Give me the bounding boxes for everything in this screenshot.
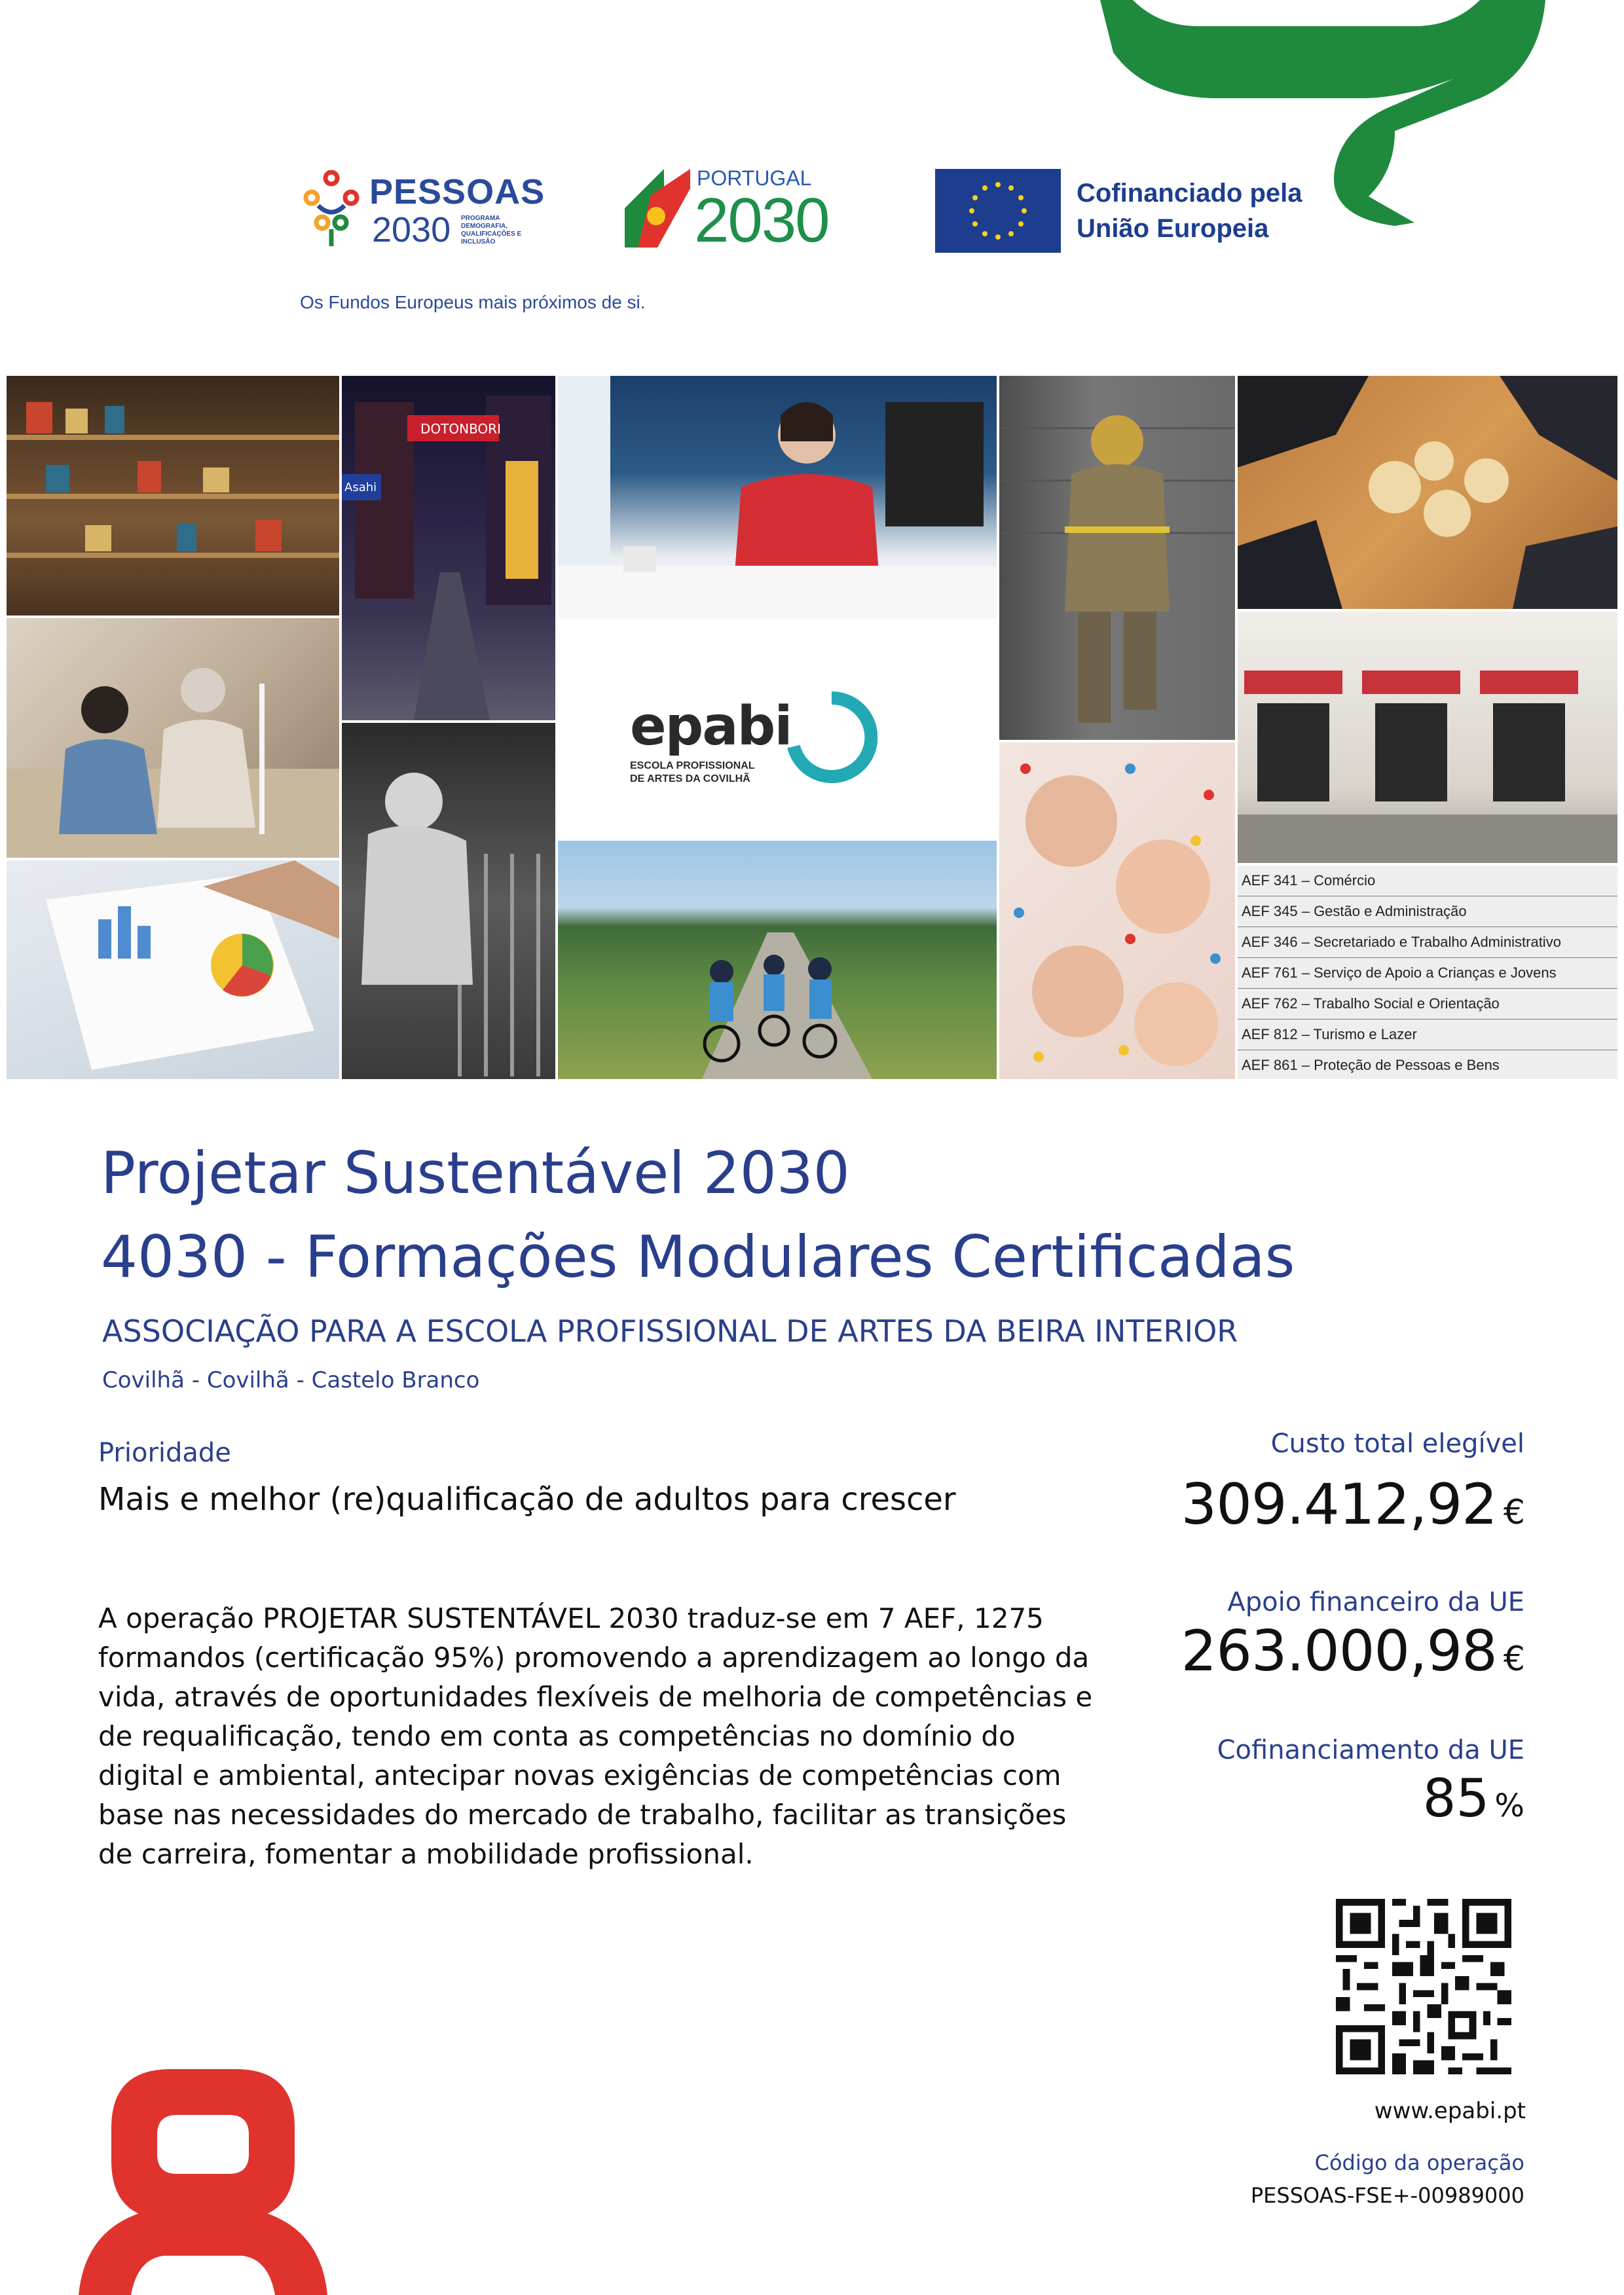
portugal-logo-label: PORTUGAL [697,166,812,190]
cofinancing-amount: 85 [1422,1768,1490,1829]
eu-support-label: Apoio financeiro da UE [1227,1587,1524,1617]
eu-flag-icon [935,169,1061,253]
photo-shop-shelves [7,376,339,615]
photo-office-woman [558,376,997,618]
aef-list-panel [1238,866,1617,1079]
red-deco-shape [79,2069,327,2295]
cofinancing-block [1217,1735,1524,1829]
epabi-sub-line1: ESCOLA PROFISSIONAL [630,760,755,771]
portugal-flag-icon [625,169,693,248]
epabi-logo-ring-icon [786,691,877,783]
pessoas-logo-icon [299,169,364,253]
epabi-sub-line2: DE ARTES DA COVILHÃ [630,773,750,784]
total-cost-label: Custo total elegível [1270,1429,1524,1459]
eu-support-amount: 263.000,98 [1181,1619,1497,1684]
operation-code-label: Código da operação [1314,2150,1524,2175]
aef-list-item: AEF 861 – Proteção de Pessoas e Bens [1242,1057,1500,1073]
pessoas-tagline: Os Fundos Europeus mais próximos de si. [300,292,646,312]
eu-text-line2: União Europeia [1077,214,1269,243]
aef-list-item: AEF 761 – Serviço de Apoio a Crianças e Jovens [1238,958,1617,989]
epabi-logo-wordmark: epabi [630,695,792,758]
cofinancing-percent-sign: % [1494,1788,1524,1824]
photo-industrial-worker [342,723,555,1079]
total-cost-value [1181,1472,1525,1537]
photo-cyclists [558,841,997,1079]
eu-support-value [1181,1619,1525,1684]
aef-list-item: AEF 341 – Comércio [1238,866,1617,896]
pessoas-logo-subtitle: PROGRAMA DEMOGRAFIA, QUALIFICAÇÕES E INCLUSÃO [461,215,522,246]
total-cost-block [1181,1429,1525,1537]
project-title-line1: Projetar Sustentável 2030 [101,1139,850,1207]
qr-code-icon[interactable] [1336,1899,1511,2074]
website-link[interactable]: www.epabi.pt [1374,2098,1526,2124]
photo-shopfronts [1238,612,1617,863]
operation-code-value: PESSOAS-FSE+-00989000 [1250,2183,1524,2208]
aef-list-item: AEF 812 – Turismo e Lazer [1238,1019,1617,1050]
priority-label: Prioridade [98,1438,231,1468]
aef-list-item: AEF 762 – Trabalho Social e Orientação [1238,989,1617,1019]
portugal-logo-year: 2030 [694,185,829,255]
project-description: A operação PROJETAR SUSTENTÁVEL 2030 traduz-se em 7 AEF, 1275 formandos (certificação 95%) promovendo a aprendizagem ao longo da vida, através de oportunidades flexíveis de melhoria de competências e de requalificação, tendo em conta as competências no domínio do digital e ambiental, antecipar novas exigências de competências com base nas necessidades do mercado de trabalho, facilitar as transições de carreira, fomentar a mobilidade profissional. [98,1602,1093,1870]
pessoas-logo-title: PESSOAS [369,172,545,211]
aef-list-item: AEF 346 – Secretariado e Trabalho Administrativo [1238,927,1617,958]
photo-children-confetti [999,743,1235,1079]
street-sign-asahi: Asahi [344,481,377,494]
street-sign-dotonbori: DOTONBORI [420,421,501,437]
priority-text: Mais e melhor (re)qualificação de adultos para crescer [98,1481,956,1518]
aef-list-item: AEF 345 – Gestão e Administração [1238,896,1617,927]
eu-support-currency: € [1503,1640,1524,1679]
total-cost-currency: € [1503,1493,1524,1532]
epabi-logo-subtitle [630,760,755,786]
eu-text-line1: Cofinanciado pela [1077,179,1302,208]
pessoas-logo-year: 2030 [372,210,451,249]
photo-city-street [342,376,555,720]
eu-cofinancing-text [1077,175,1302,246]
photo-teamwork-gears [1238,376,1617,609]
photo-elderly-care [7,618,339,858]
cofinancing-label: Cofinanciamento da UE [1217,1735,1524,1765]
photo-chart-analysis [7,860,339,1079]
project-title-line2: 4030 - Formações Modulares Certificadas [101,1223,1295,1291]
organization-name: ASSOCIAÇÃO PARA A ESCOLA PROFISSIONAL DE ARTES DA BEIRA INTERIOR [102,1313,1238,1349]
project-location: Covilhã - Covilhã - Castelo Branco [102,1367,480,1393]
cofinancing-value [1217,1768,1524,1829]
total-cost-amount: 309.412,92 [1181,1472,1497,1537]
eu-support-block [1181,1587,1525,1684]
photo-firefighter [999,376,1235,740]
